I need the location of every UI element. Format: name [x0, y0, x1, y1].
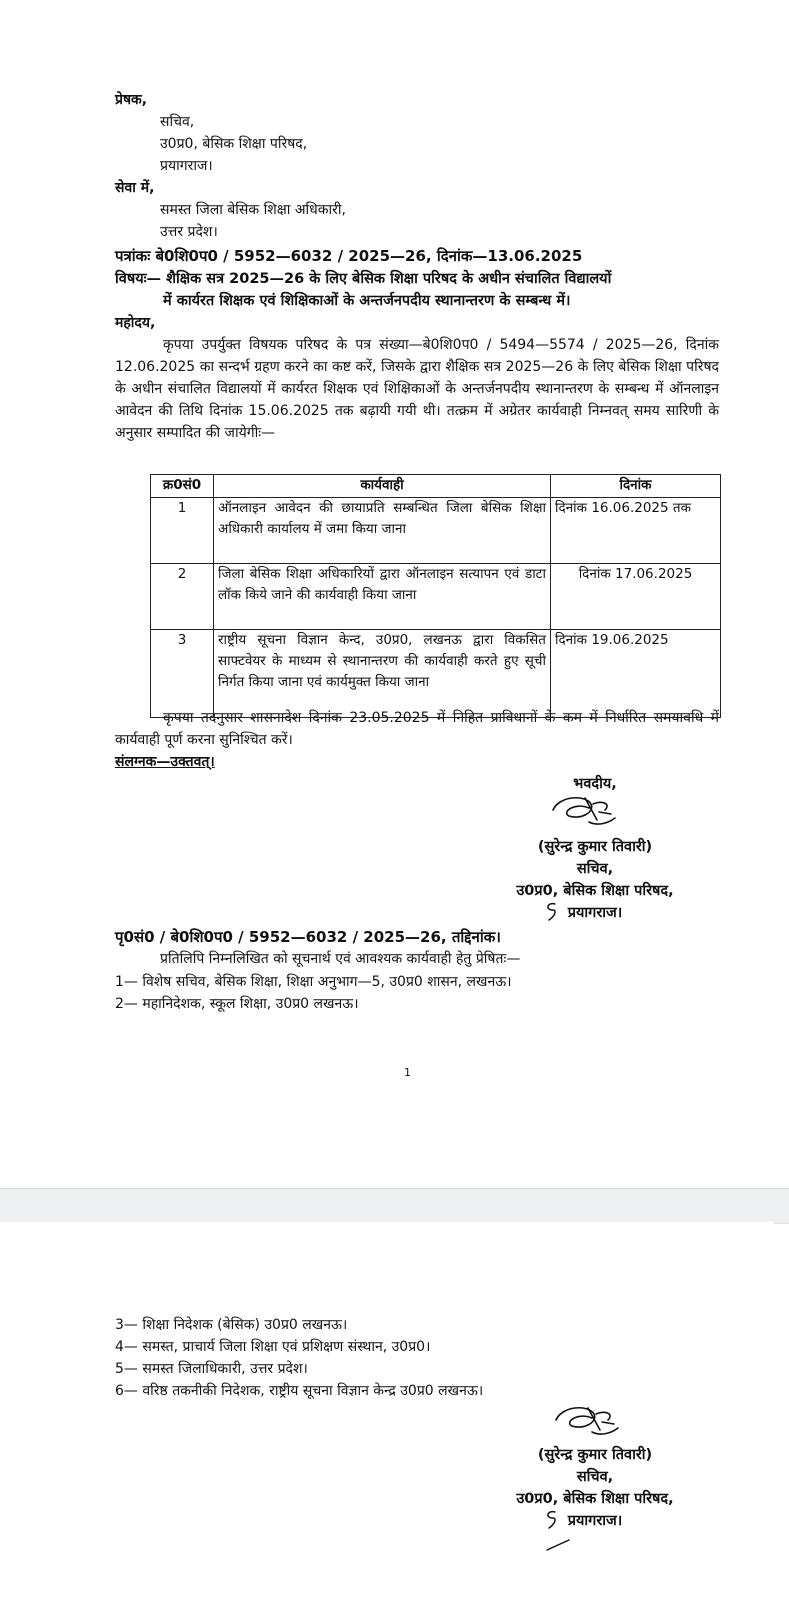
endorsement-item: 1— विशेष सचिव, बेसिक शिक्षा, शिक्षा अनुभाग—5, उ0प्र0 शासन, लखनऊ।	[115, 974, 512, 990]
table-header-row	[151, 475, 721, 498]
row-date: दिनांक 17.06.2025	[551, 564, 721, 630]
body-paragraph-text: कृपया उपर्युक्त विषयक परिषद के पत्र संख्या—बे0शि0प0 / 5494—5574 / 2025—26, दिनांक 12.06.2025 का सन्दर्भ ग्रहण करने का कष्ट करें, जिसके द्वारा शैक्षिक सत्र 2025—26 के लिए बेसिक शिक्षा परिषद के अधीन संचालित विद्यालयों में कार्यरत शिक्षक एवं शिक्षिकाओं के अन्तर्जनपदीय स्थानान्तरण के सम्बन्ध में ऑनलाइन आवेदन की तिथि दिनांक 15.06.2025 तक बढ़ायी गयी थी। तत्क्रम में अग्रेतर कार्यवाही निम्नवत् समय सारिणी के अनुसार सम्पादित की जायेगीः—	[115, 337, 719, 441]
signatory-designation: सचिव,	[576, 861, 614, 877]
signatory-office: उ0प्र0, बेसिक शिक्षा परिषद,	[516, 883, 674, 899]
subject-rest: में कार्यरत शिक्षक एवं शिक्षिकाओं के अन्तर्जनपदीय स्थानान्तरण के सम्बन्ध में।	[163, 293, 571, 309]
row-number: 2	[151, 564, 214, 630]
page-separator	[0, 1188, 789, 1224]
signatory-city: प्रयागराज।	[567, 1513, 623, 1529]
signatory-designation: सचिव,	[576, 1469, 614, 1485]
row-action: जिला बेसिक शिक्षा अधिकारियों द्वारा ऑनलाइन सत्यापन एवं डाटा लॉक किये जाने की कार्यवाही किया जाना	[214, 564, 551, 630]
schedule-table	[150, 474, 721, 718]
row-action: ऑनलाइन आवेदन की छायाप्रति सम्बन्धित जिला बेसिक शिक्षा अधिकारी कार्यालय में जमा किया जाना	[214, 498, 551, 564]
recipient-line: उत्तर प्रदेश।	[160, 224, 218, 240]
document-page-2	[0, 1222, 773, 1600]
page-number: 1	[404, 1066, 411, 1079]
letter-reference: पत्रांकः बे0शि0प0 / 5952—6032 / 2025—26, दिनांक—13.06.2025	[115, 247, 583, 265]
endorsement-item: 4— समस्त, प्राचार्य जिला शिक्षा एवं प्रशिक्षण संस्थान, उ0प्र0।	[115, 1339, 431, 1355]
endorsement-item: 3— शिक्षा निदेशक (बेसिक) उ0प्र0 लखनऊ।	[115, 1317, 348, 1333]
sender-line: सचिव,	[160, 114, 195, 130]
yours-faithfully: भवदीय,	[573, 776, 617, 792]
row-date: दिनांक 16.06.2025 तक	[551, 498, 721, 564]
endorsement-item: 6— वरिष्ठ तकनीकी निदेशक, राष्ट्रीय सूचना विज्ञान केन्द्र उ0प्र0 लखनऊ।	[115, 1383, 484, 1399]
row-number: 3	[151, 630, 214, 718]
table-row	[151, 498, 721, 564]
table-header: कार्यवाही	[214, 475, 551, 498]
endorsement-reference: पृ0सं0 / बे0शि0प0 / 5952—6032 / 2025—26, तद्दिनांक।	[115, 928, 501, 946]
subject-line	[115, 268, 719, 312]
signatory-name: (सुरेन्द्र कुमार तिवारी)	[537, 1447, 653, 1463]
endorsement-item: 2— महानिदेशक, स्कूल शिक्षा, उ0प्र0 लखनऊ।	[115, 996, 359, 1012]
body-paragraph	[115, 334, 719, 444]
table-header: दिनांक	[551, 475, 721, 498]
salutation: महोदय,	[115, 315, 156, 331]
signatory-name: (सुरेन्द्र कुमार तिवारी)	[537, 839, 653, 855]
endorsement-item: 5— समस्त जिलाधिकारी, उत्तर प्रदेश।	[115, 1361, 308, 1377]
initials-icon	[543, 1508, 573, 1556]
row-action: राष्ट्रीय सूचना विज्ञान केन्द, उ0प्र0, लखनऊ द्वारा विकसित साफ्टवेयर के माध्यम से स्थानान्तरण की कार्यवाही करते हुए सूची निर्गत किया जाना एवं कार्यमुक्त किया जाना	[214, 630, 551, 718]
signature-icon	[545, 790, 625, 838]
signatory-office: उ0प्र0, बेसिक शिक्षा परिषद,	[516, 1491, 674, 1507]
row-number: 1	[151, 498, 214, 564]
recipient-label: सेवा में,	[115, 180, 155, 196]
table-header: क्र0सं0	[151, 475, 214, 498]
signatory-city: प्रयागराज।	[567, 905, 623, 921]
enclosure-note: संलग्नक—उक्तवत्।	[115, 754, 215, 770]
endorsement-intro: प्रतिलिपि निम्नलिखित को सूचनार्थ एवं आवश्यक कार्यवाही हेतु प्रेषितः—	[160, 951, 521, 967]
closing-paragraph-text: कृपया तदनुसार शासनादेश दिनांक 23.05.2025 में निहित प्राविधानों के कम में निर्धारित समयावधि में कार्यवाही पूर्ण करना सुनिश्चित करें।	[115, 710, 719, 748]
recipient-line: समस्त जिला बेसिक शिक्षा अधिकारी,	[160, 202, 346, 218]
signature-icon	[548, 1400, 628, 1446]
sender-line: उ0प्र0, बेसिक शिक्षा परिषद,	[160, 136, 308, 152]
row-date: दिनांक 19.06.2025	[551, 630, 721, 718]
table-row	[151, 630, 721, 718]
sender-line: प्रयागराज।	[160, 158, 213, 174]
initials-icon	[543, 900, 561, 924]
subject-first: विषयः— शैक्षिक सत्र 2025—26 के लिए बेसिक शिक्षा परिषद के अधीन संचालित विद्यालयों	[115, 271, 612, 287]
closing-paragraph	[115, 707, 719, 751]
table-row	[151, 564, 721, 630]
sender-label: प्रेषक,	[115, 92, 148, 108]
